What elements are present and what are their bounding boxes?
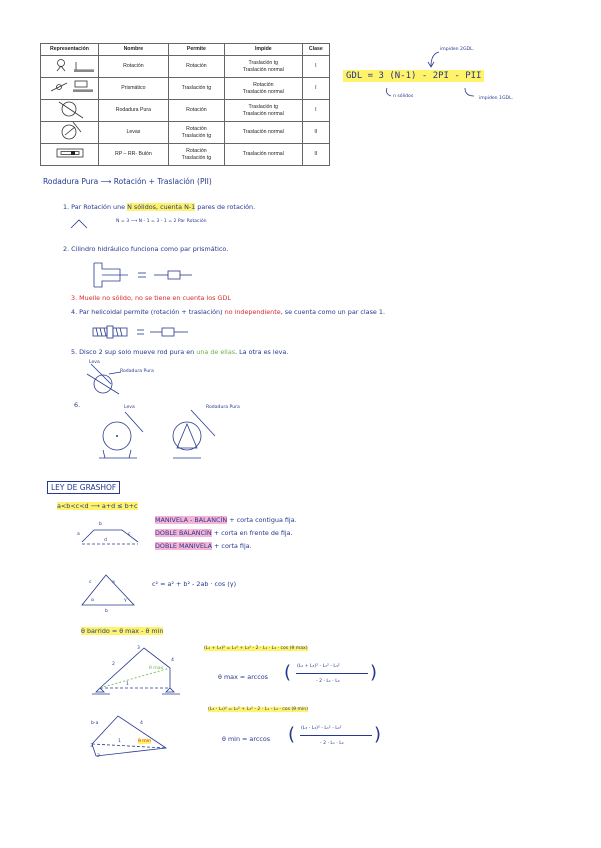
item-6-label-rodadura: Rodadura Pura: [206, 405, 240, 410]
item-5-label-leva: Leva: [89, 360, 100, 365]
cell-text: Traslación normal: [242, 110, 284, 117]
cell-text: Rotación: [186, 126, 207, 132]
mech2-highlight: DOBLE BALANCÍN: [155, 529, 212, 537]
triangle-sketch: [80, 573, 140, 609]
rodadura-heading: Rodadura Pura ⟶ Rotación + Traslación (PII): [43, 177, 212, 186]
fb-label-3: 3: [137, 646, 140, 651]
grashof-condition-hl: a+d ≤ b+c: [101, 502, 138, 510]
item-1-sketch: [70, 218, 90, 230]
mech3-highlight: DOBLE MANIVELA: [155, 542, 213, 550]
gdl-formula: GDL = 3 (N-1) - 2PI - PII: [343, 70, 484, 82]
theta-max-den: - 2 · L₁ · L₄: [316, 679, 340, 684]
grashof-title: LEY DE GRASHOF: [47, 481, 120, 494]
fb2-label-theta-min: θ min: [138, 739, 151, 744]
table-row: [41, 122, 330, 144]
item-1-highlight: N sólidos, cuenta N-1: [127, 203, 196, 211]
theta-max-lhs: θ max = arccos: [218, 673, 268, 681]
note-impiden-2gdl: impiden 2GDL.: [440, 47, 475, 52]
item-6-label-leva: Leva: [124, 405, 135, 410]
cell-permite: [168, 100, 224, 122]
tri-label-gamma: γ: [124, 598, 127, 603]
fb2-label-2: 2: [97, 754, 100, 759]
cell-permite: [168, 78, 224, 100]
fraction-bar: [296, 673, 368, 674]
table-header-row: [41, 44, 330, 56]
item-6-sketch: [95, 410, 275, 460]
fb2-label-3: 3: [90, 744, 93, 749]
paren-left: (: [284, 662, 292, 683]
mech-doble-manivela: [155, 542, 252, 550]
item-4-text: 4. Par helicoidal permite (rotación + traslación): [71, 308, 225, 316]
cell-impide: [225, 100, 303, 122]
col-impide: Impide: [225, 44, 303, 56]
trap-label-c: c: [128, 532, 131, 537]
table-row: [41, 100, 330, 122]
fb2-label-1: 1: [118, 739, 121, 744]
helical-joint-sketch: [92, 325, 202, 339]
arrow-1gdl: [462, 86, 476, 100]
fb-label-2: 2: [112, 662, 115, 667]
prismatic-joint-diagram: [41, 78, 99, 100]
mech1-text: + corta contigua fija.: [227, 516, 297, 524]
eq-min: (L₃ - L₂)² = L₁² + L₄² - 2 · L₁ · L₄ · cos (θ min): [208, 707, 308, 712]
arrow-2gdl: [425, 50, 445, 70]
item-5-label-rodadura: Rodadura Pura: [120, 369, 154, 374]
cell-clase: II: [302, 144, 329, 166]
eq-max: (L₂ + L₃)² = L₁² + L₄² - 2 · L₁ · L₄ · cos (θ max): [204, 646, 308, 651]
fb-label-4: 4: [171, 658, 174, 663]
joints-table: [40, 43, 330, 166]
theta-min-den: - 2 · L₁ · L₄: [320, 741, 344, 746]
note-n-solidos: n sólidos: [393, 94, 414, 99]
tri-label-alpha: α: [91, 598, 95, 603]
paren-right: ): [370, 662, 378, 683]
cell-text: Traslación normal: [242, 151, 284, 158]
cell-text: Traslación tg: [248, 60, 279, 66]
cell-text: Rotación: [253, 82, 274, 88]
cell-impide: [225, 122, 303, 144]
table-row: [41, 78, 330, 100]
paren-left-min: (: [288, 724, 296, 745]
theta-min-num: (L₃ - L₂)² - L₁² - L₄²: [301, 726, 342, 731]
col-permite: Permite: [168, 44, 224, 56]
item-5: [71, 348, 288, 356]
fb-label-theta-max: θ max: [149, 666, 164, 671]
item-4: [71, 308, 385, 316]
fb2-label-ba: b-a: [91, 721, 99, 726]
cell-permite: [168, 144, 224, 166]
cell-text: Traslación tg: [181, 154, 212, 161]
cell-impide: [225, 56, 303, 78]
cell-text: Traslación normal: [242, 66, 284, 73]
cell-nombre: Prismático: [99, 78, 169, 100]
table-row: [41, 144, 330, 166]
cell-text: Rotación: [186, 63, 207, 70]
item-1: [63, 203, 255, 211]
fb2-label-4: 4: [140, 721, 143, 726]
item-1-text: 1. Par Rotación une: [63, 203, 128, 211]
cell-nombre: RP – RR- Bulón: [99, 144, 169, 166]
fb-label-1: 1: [126, 682, 129, 687]
item-3: 3. Muelle no sólido, no se tiene en cuenta los GDL: [71, 294, 231, 302]
grashof-condition: [57, 502, 138, 510]
item-1-subformula: N = 3 ⟶ N - 1 = 3 - 1 = 2 Par Rotación: [116, 219, 207, 224]
cell-nombre: Rodadura Pura: [99, 100, 169, 122]
item-4-red: no independiente: [224, 308, 281, 316]
trap-label-d: d: [104, 538, 107, 543]
col-nombre: Nombre: [99, 44, 169, 56]
note-impiden-1gdl: impiden 1GDL.: [479, 96, 514, 101]
tri-label-b: b: [105, 609, 108, 614]
cell-text: Traslación tg: [181, 132, 212, 139]
mech3-text: + corta fija.: [212, 542, 252, 550]
col-representacion: Representación: [41, 44, 99, 56]
cam-joint-diagram: [41, 122, 99, 144]
mech-manivela-balancin: [155, 516, 297, 524]
fraction-bar-min: [300, 735, 372, 736]
item-5-text-end: . La otra es leva.: [235, 348, 289, 356]
disk-sketch: [85, 364, 135, 398]
cell-permite: [168, 122, 224, 144]
cell-text: Traslación tg: [248, 104, 279, 110]
item-1-text-end: pares de rotación.: [195, 203, 256, 211]
cell-impide: [225, 78, 303, 100]
trap-label-a: a: [77, 532, 80, 537]
cell-text: Traslación tg: [181, 85, 212, 92]
cell-clase: II: [302, 122, 329, 144]
item-4-text-end: , se cuenta como un par clase 1.: [280, 308, 385, 316]
table-row: [41, 56, 330, 78]
rolling-joint-diagram: [41, 100, 99, 122]
trap-label-b: b: [99, 522, 102, 527]
cell-text: Rotación: [186, 107, 207, 114]
paren-right-min: ): [374, 724, 382, 745]
theta-min-lhs: θ min = arccos: [222, 735, 271, 743]
mech-doble-balancin: [155, 529, 293, 537]
cos-law: c² = a² + b² - 2ab · cos (γ): [152, 580, 237, 588]
cell-permite: [168, 56, 224, 78]
cell-nombre: Rotación: [99, 56, 169, 78]
four-bar-max-sketch: [90, 644, 190, 700]
rotation-joint-diagram: [41, 56, 99, 78]
item-5-green: una de ellas: [196, 348, 236, 356]
tri-label-a: a: [112, 580, 115, 585]
tri-label-c: c: [89, 580, 92, 585]
grashof-condition-a: a<b<c<d ⟶: [57, 502, 102, 510]
cell-text: Traslación normal: [242, 129, 284, 136]
cell-impide: [225, 144, 303, 166]
cell-nombre: Levas: [99, 122, 169, 144]
cell-clase: I: [302, 78, 329, 100]
mech1-highlight: MANIVELA - BALANCÍN: [155, 516, 228, 524]
four-bar-min-sketch: [88, 712, 178, 762]
trapezoid-sketch: [76, 520, 146, 548]
mech2-text: + corta en frente de fija.: [211, 529, 293, 537]
theta-max-num: (L₂ + L₃)² - L₁² - L₄²: [297, 664, 340, 669]
item-5-text: 5. Disco 2 sup solo mueve rod pura en: [71, 348, 197, 356]
cell-text: Traslación normal: [242, 88, 284, 95]
hydraulic-cylinder-sketch: [88, 261, 208, 289]
cell-clase: I: [302, 56, 329, 78]
col-clase: Clase: [302, 44, 329, 56]
item-6: 6.: [74, 401, 81, 409]
pin-slot-joint-diagram: [41, 144, 99, 166]
cell-text: Rotación: [186, 148, 207, 154]
cell-clase: I: [302, 100, 329, 122]
item-2: 2. Cilindro hidráulico funciona como par prismático.: [63, 245, 229, 253]
theta-barrido: θ barrido = θ max - θ min: [81, 627, 164, 635]
